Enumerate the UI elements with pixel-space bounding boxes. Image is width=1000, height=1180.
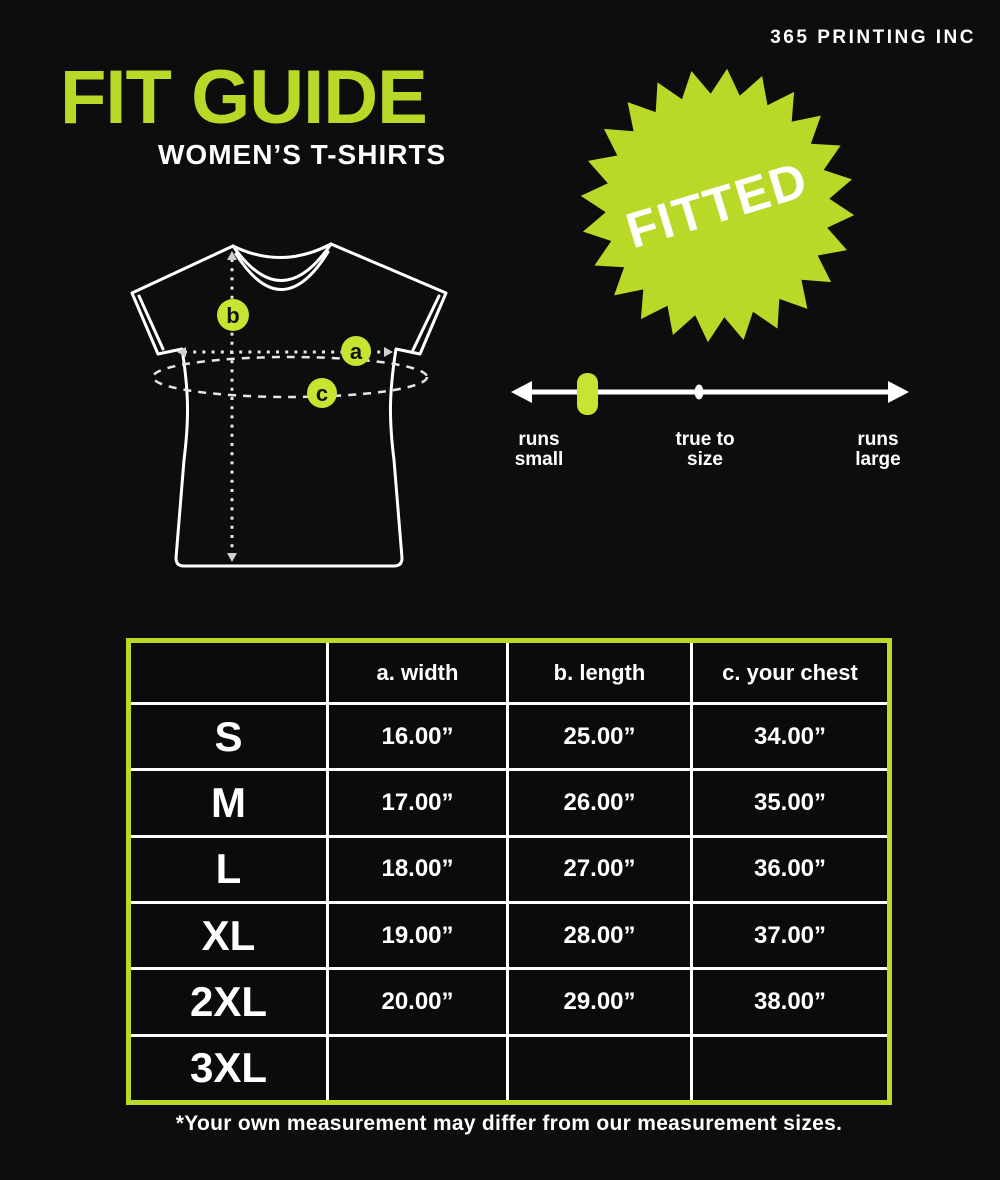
scale-label-line: small bbox=[514, 449, 564, 470]
size-cell-2xl: 2XL bbox=[131, 970, 326, 1033]
value-cell: 20.00” bbox=[329, 970, 506, 1033]
value-cell: 28.00” bbox=[509, 904, 690, 967]
size-table bbox=[126, 638, 892, 1105]
value-cell: 29.00” bbox=[509, 970, 690, 1033]
tshirt-outline bbox=[132, 244, 446, 566]
scale-label-line: size bbox=[687, 449, 723, 470]
header-cell-blank bbox=[131, 643, 326, 702]
value-cell: 37.00” bbox=[693, 904, 887, 967]
size-cell-xl: XL bbox=[131, 904, 326, 967]
page-subtitle: WOMEN’S T-SHIRTS bbox=[158, 139, 447, 170]
size-cell-3xl: 3XL bbox=[131, 1037, 326, 1100]
marker-a bbox=[341, 336, 371, 366]
size-cell-m: M bbox=[131, 771, 326, 834]
fit-scale bbox=[505, 362, 915, 426]
value-cell: 27.00” bbox=[509, 838, 690, 901]
marker-a-label: a bbox=[349, 339, 363, 364]
scale-label-runs-small bbox=[494, 430, 584, 470]
badge-label: FITTED bbox=[619, 150, 815, 260]
scale-midpoint-dot bbox=[695, 385, 704, 400]
collar-back-line bbox=[233, 244, 331, 258]
header-cell-length: b. length bbox=[509, 643, 690, 702]
width-arrow-right bbox=[384, 347, 393, 357]
marker-c-label: c bbox=[315, 381, 329, 406]
size-cell-s: S bbox=[131, 705, 326, 768]
scale-arrow-right-icon bbox=[888, 381, 909, 403]
scale-label-line: runs bbox=[518, 429, 560, 450]
brand-text: 365 PRINTING INC bbox=[770, 27, 976, 48]
footnote: *Your own measurement may differ from our measurement sizes. bbox=[175, 1112, 843, 1135]
fitted-badge bbox=[570, 58, 865, 353]
value-cell: 38.00” bbox=[693, 970, 887, 1033]
page-title: FIT GUIDE bbox=[60, 55, 427, 140]
size-cell-l: L bbox=[131, 838, 326, 901]
scale-label-true-to-size bbox=[660, 430, 750, 470]
chest-measure-ellipse bbox=[153, 357, 427, 397]
value-cell bbox=[509, 1037, 690, 1100]
value-cell: 36.00” bbox=[693, 838, 887, 901]
tshirt-diagram bbox=[118, 225, 452, 577]
scale-label-line: large bbox=[855, 449, 901, 470]
marker-c bbox=[307, 378, 337, 408]
length-arrow-bottom bbox=[227, 553, 237, 562]
scale-arrow-left-icon bbox=[511, 381, 532, 403]
scale-marker bbox=[577, 373, 598, 415]
scale-label-line: runs bbox=[857, 429, 899, 450]
header-cell-chest: c. your chest bbox=[693, 643, 887, 702]
header-cell-width: a. width bbox=[329, 643, 506, 702]
value-cell: 26.00” bbox=[509, 771, 690, 834]
value-cell: 17.00” bbox=[329, 771, 506, 834]
value-cell bbox=[693, 1037, 887, 1100]
scale-label-runs-large bbox=[833, 430, 923, 470]
value-cell: 35.00” bbox=[693, 771, 887, 834]
value-cell: 18.00” bbox=[329, 838, 506, 901]
value-cell bbox=[329, 1037, 506, 1100]
value-cell: 34.00” bbox=[693, 705, 887, 768]
value-cell: 19.00” bbox=[329, 904, 506, 967]
value-cell: 16.00” bbox=[329, 705, 506, 768]
marker-b bbox=[217, 299, 249, 331]
value-cell: 25.00” bbox=[509, 705, 690, 768]
scale-label-line: true to bbox=[675, 429, 735, 450]
marker-b-label: b bbox=[226, 303, 240, 328]
